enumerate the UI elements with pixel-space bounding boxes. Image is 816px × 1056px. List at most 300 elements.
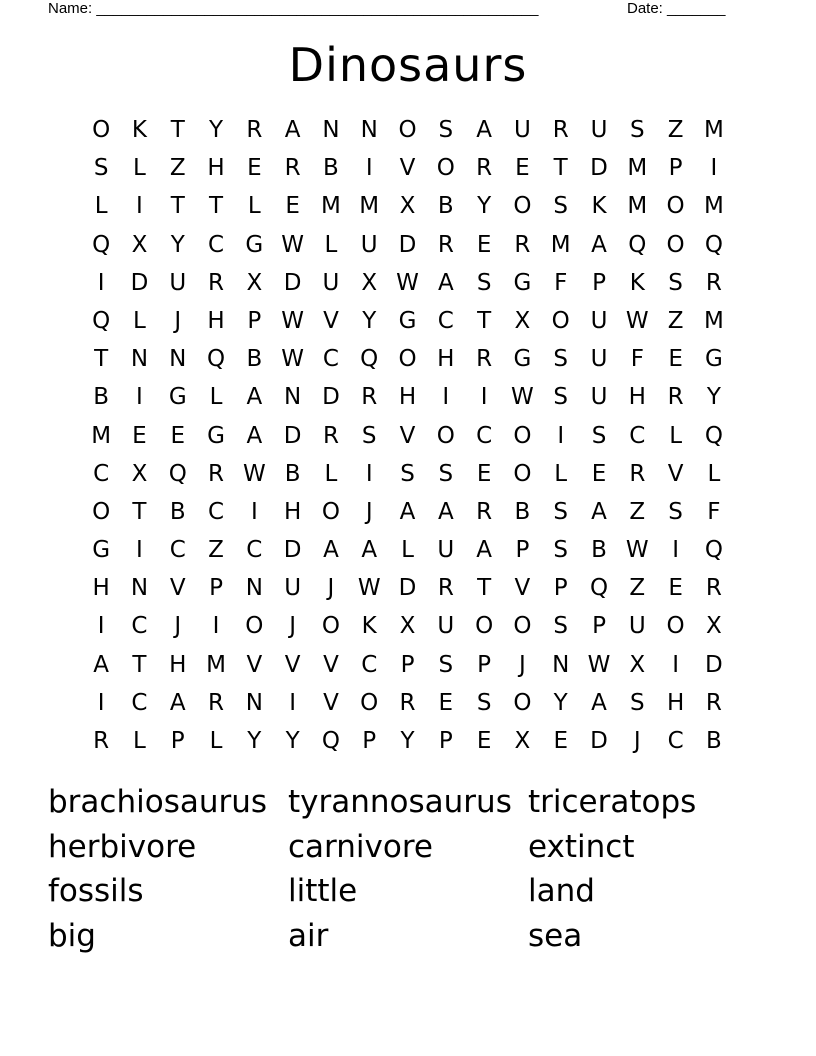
grid-letter[interactable]: E xyxy=(515,155,530,182)
grid-letter[interactable]: D xyxy=(398,231,417,258)
grid-letter[interactable]: V xyxy=(399,422,416,449)
grid-letter[interactable]: P xyxy=(400,651,415,678)
grid-letter[interactable]: I xyxy=(672,537,679,564)
grid-letter[interactable]: M xyxy=(321,193,341,220)
grid-letter[interactable]: Z xyxy=(629,498,646,525)
grid-letter[interactable]: A xyxy=(476,537,492,564)
grid-letter[interactable]: D xyxy=(398,575,417,602)
grid-letter[interactable]: L xyxy=(669,422,683,449)
grid-letter[interactable]: T xyxy=(553,155,568,182)
grid-letter[interactable]: H xyxy=(92,575,110,602)
grid-letter[interactable]: L xyxy=(94,193,108,220)
grid-letter[interactable]: W xyxy=(281,346,304,373)
grid-letter[interactable]: H xyxy=(398,384,417,411)
grid-letter[interactable]: I xyxy=(97,613,105,640)
grid-letter[interactable]: N xyxy=(322,117,340,143)
grid-letter[interactable]: L xyxy=(209,384,223,411)
grid-letter[interactable]: A xyxy=(476,117,492,143)
grid-letter[interactable]: O xyxy=(513,422,532,449)
grid-letter[interactable]: P xyxy=(592,269,606,296)
grid-letter[interactable]: K xyxy=(131,117,147,143)
grid-letter[interactable]: C xyxy=(93,460,110,487)
grid-letter[interactable]: J xyxy=(519,651,526,678)
grid-letter[interactable]: T xyxy=(477,575,492,602)
grid-letter[interactable]: I xyxy=(136,193,143,220)
grid-letter[interactable]: A xyxy=(361,537,378,564)
grid-letter[interactable]: S xyxy=(476,689,492,716)
grid-letter[interactable]: O xyxy=(666,193,685,220)
grid-letter[interactable]: A xyxy=(169,689,186,716)
grid-letter[interactable]: F xyxy=(707,498,721,525)
grid-letter[interactable]: O xyxy=(321,613,340,640)
grid-letter[interactable]: X xyxy=(246,269,263,296)
grid-letter[interactable]: G xyxy=(168,384,187,411)
grid-letter[interactable]: S xyxy=(400,460,415,487)
grid-letter[interactable]: Z xyxy=(667,117,684,143)
grid-letter[interactable]: X xyxy=(131,460,148,487)
grid-letter[interactable]: R xyxy=(208,460,225,487)
grid-letter[interactable]: R xyxy=(629,460,646,487)
grid-letter[interactable]: A xyxy=(246,422,263,449)
grid-letter[interactable]: B xyxy=(246,346,263,373)
grid-letter[interactable]: D xyxy=(283,422,302,449)
grid-letter[interactable]: B xyxy=(591,537,607,564)
grid-letter[interactable]: Y xyxy=(553,689,568,716)
grid-letter[interactable]: N xyxy=(552,651,570,678)
grid-letter[interactable]: C xyxy=(476,422,493,449)
grid-letter[interactable]: U xyxy=(437,613,455,640)
grid-letter[interactable]: R xyxy=(399,689,416,716)
grid-letter[interactable]: O xyxy=(321,498,340,525)
grid-letter[interactable]: G xyxy=(245,231,264,258)
grid-letter[interactable]: S xyxy=(553,537,569,564)
grid-letter[interactable]: T xyxy=(94,346,109,373)
grid-letter[interactable]: A xyxy=(591,231,607,258)
grid-letter[interactable]: X xyxy=(399,193,416,220)
grid-letter[interactable]: O xyxy=(245,613,264,640)
grid-letter[interactable]: D xyxy=(283,269,302,296)
grid-letter[interactable]: J xyxy=(633,728,641,754)
grid-letter[interactable]: K xyxy=(591,193,607,220)
grid-letter[interactable]: Q xyxy=(704,231,723,258)
grid-letter[interactable]: I xyxy=(480,384,488,411)
grid-letter[interactable]: U xyxy=(628,613,646,640)
grid-letter[interactable]: O xyxy=(92,498,111,525)
grid-letter[interactable]: U xyxy=(590,384,608,411)
grid-letter[interactable]: E xyxy=(476,231,492,258)
grid-letter[interactable]: Q xyxy=(92,231,111,258)
grid-letter[interactable]: A xyxy=(437,269,454,296)
grid-letter[interactable]: S xyxy=(553,384,569,411)
grid-letter[interactable]: H xyxy=(283,498,302,525)
grid-letter[interactable]: A xyxy=(591,689,607,716)
grid-letter[interactable]: E xyxy=(285,193,300,220)
grid-letter[interactable]: L xyxy=(133,728,146,754)
grid-letter[interactable]: Z xyxy=(629,575,646,602)
grid-letter[interactable]: R xyxy=(208,689,225,716)
grid-letter[interactable]: A xyxy=(437,498,454,525)
grid-letter[interactable]: P xyxy=(209,575,223,602)
grid-letter[interactable]: B xyxy=(93,384,110,411)
grid-letter[interactable]: I xyxy=(136,537,143,564)
grid-letter[interactable]: W xyxy=(625,537,649,564)
grid-letter[interactable]: D xyxy=(590,155,608,182)
grid-letter[interactable]: S xyxy=(438,460,454,487)
grid-letter[interactable]: H xyxy=(437,346,455,373)
grid-letter[interactable]: O xyxy=(436,422,455,449)
grid-letter[interactable]: L xyxy=(133,307,146,334)
grid-letter[interactable]: H xyxy=(666,689,685,716)
grid-letter[interactable]: A xyxy=(284,117,301,143)
grid-letter[interactable]: R xyxy=(476,498,493,525)
grid-letter[interactable]: U xyxy=(590,346,608,373)
word-bank-item: tyrannosaurus xyxy=(288,784,512,820)
grid-letter[interactable]: A xyxy=(93,651,110,678)
grid-letter[interactable]: Q xyxy=(628,231,647,258)
grid-letter[interactable]: G xyxy=(513,346,532,373)
grid-letter[interactable]: O xyxy=(398,117,417,143)
grid-letter[interactable]: C xyxy=(169,537,186,564)
grid-letter[interactable]: U xyxy=(360,231,378,258)
grid-letter[interactable]: I xyxy=(97,269,105,296)
grid-letter[interactable]: P xyxy=(438,728,453,754)
grid-letter[interactable]: A xyxy=(246,384,263,411)
grid-letter[interactable]: V xyxy=(667,460,684,487)
grid-letter[interactable]: E xyxy=(668,346,683,373)
grid-letter[interactable]: W xyxy=(281,307,304,334)
grid-letter[interactable]: I xyxy=(442,384,450,411)
grid-letter[interactable]: X xyxy=(399,613,416,640)
grid-letter[interactable]: B xyxy=(323,155,339,182)
grid-letter[interactable]: P xyxy=(668,155,683,182)
grid-letter[interactable]: Z xyxy=(169,155,186,182)
grid-letter[interactable]: N xyxy=(130,575,149,602)
grid-letter[interactable]: H xyxy=(207,307,225,334)
grid-letter[interactable]: A xyxy=(399,498,416,525)
grid-letter[interactable]: M xyxy=(550,231,571,258)
grid-letter[interactable]: G xyxy=(704,346,723,373)
grid-letter[interactable]: Q xyxy=(321,728,340,754)
grid-letter[interactable]: W xyxy=(357,575,381,602)
grid-letter[interactable]: Q xyxy=(704,537,723,564)
grid-letter[interactable]: L xyxy=(324,460,338,487)
grid-letter[interactable]: M xyxy=(703,193,724,220)
grid-letter[interactable]: I xyxy=(365,155,373,182)
grid-letter[interactable]: L xyxy=(554,460,568,487)
grid-letter[interactable]: O xyxy=(513,193,532,220)
grid-letter[interactable]: E xyxy=(132,422,147,449)
word-bank-item: brachiosaurus xyxy=(48,784,268,820)
grid-letter[interactable]: H xyxy=(169,651,187,678)
grid-letter[interactable]: B xyxy=(284,460,301,487)
grid-letter[interactable]: Q xyxy=(92,307,111,334)
word-bank-item: herbivore xyxy=(48,828,197,865)
grid-letter[interactable]: R xyxy=(437,575,454,602)
grid-letter[interactable]: W xyxy=(511,384,534,411)
grid-letter[interactable]: E xyxy=(553,728,568,754)
grid-letter[interactable]: L xyxy=(707,460,721,487)
grid-letter[interactable]: E xyxy=(476,728,492,754)
grid-letter[interactable]: G xyxy=(513,269,532,296)
grid-letter[interactable]: S xyxy=(630,117,645,143)
grid-letter[interactable]: Q xyxy=(206,346,226,373)
grid-letter[interactable]: B xyxy=(169,498,186,525)
grid-letter[interactable]: H xyxy=(628,384,646,411)
grid-letter[interactable]: Y xyxy=(400,728,415,754)
grid-letter[interactable]: D xyxy=(590,728,608,754)
grid-letter[interactable]: D xyxy=(322,384,340,411)
grid-letter[interactable]: A xyxy=(591,498,607,525)
grid-letter[interactable]: Q xyxy=(589,575,609,602)
grid-letter[interactable]: A xyxy=(323,537,339,564)
grid-letter[interactable]: P xyxy=(247,307,262,334)
grid-letter[interactable]: D xyxy=(705,651,723,678)
grid-letter[interactable]: L xyxy=(401,537,414,564)
grid-letter[interactable]: J xyxy=(289,613,297,640)
grid-letter[interactable]: S xyxy=(93,155,109,182)
grid-letter[interactable]: C xyxy=(208,498,225,525)
grid-letter[interactable]: E xyxy=(591,460,607,487)
grid-letter[interactable]: X xyxy=(361,269,378,296)
grid-letter[interactable]: C xyxy=(361,651,378,678)
grid-letter[interactable]: V xyxy=(323,651,339,678)
grid-letter[interactable]: E xyxy=(170,422,186,449)
grid-letter[interactable]: J xyxy=(365,498,373,525)
grid-letter[interactable]: M xyxy=(703,117,724,143)
grid-letter[interactable]: W xyxy=(281,231,304,258)
grid-letter[interactable]: L xyxy=(133,155,146,182)
grid-letter[interactable]: R xyxy=(476,346,493,373)
date-field-label[interactable]: Date: _______ xyxy=(627,0,726,17)
grid-letter[interactable]: I xyxy=(672,651,679,678)
grid-letter[interactable]: P xyxy=(170,728,185,754)
grid-letter[interactable]: R xyxy=(514,231,531,258)
grid-letter[interactable]: R xyxy=(361,384,378,411)
grid-letter[interactable]: Q xyxy=(704,422,723,449)
grid-letter[interactable]: R xyxy=(322,422,339,449)
grid-letter[interactable]: D xyxy=(130,269,149,296)
grid-letter[interactable]: W xyxy=(587,651,611,678)
grid-letter[interactable]: S xyxy=(553,193,569,220)
grid-letter[interactable]: R xyxy=(705,575,722,602)
grid-letter[interactable]: V xyxy=(323,307,339,334)
grid-letter[interactable]: W xyxy=(242,460,266,487)
grid-letter[interactable]: O xyxy=(436,155,455,182)
grid-letter[interactable]: Z xyxy=(667,307,684,334)
grid-letter[interactable]: S xyxy=(361,422,377,449)
grid-letter[interactable]: N xyxy=(284,384,302,411)
grid-letter[interactable]: U xyxy=(590,117,608,143)
grid-letter[interactable]: R xyxy=(476,155,493,182)
grid-letter[interactable]: Y xyxy=(477,193,492,220)
grid-letter[interactable]: U xyxy=(322,269,340,296)
grid-letter[interactable]: N xyxy=(169,346,187,373)
grid-letter[interactable]: Y xyxy=(706,384,721,411)
grid-letter[interactable]: C xyxy=(208,231,225,258)
grid-letter[interactable]: U xyxy=(590,307,608,334)
grid-letter[interactable]: R xyxy=(284,155,301,182)
grid-letter[interactable]: X xyxy=(706,613,722,640)
grid-letter[interactable]: P xyxy=(362,728,377,754)
grid-letter[interactable]: O xyxy=(513,613,532,640)
grid-letter[interactable]: O xyxy=(475,613,494,640)
grid-letter[interactable]: S xyxy=(553,498,569,525)
grid-letter[interactable]: J xyxy=(174,613,182,640)
page-title: Dinosaurs xyxy=(288,38,528,92)
grid-letter[interactable]: Q xyxy=(360,346,379,373)
grid-letter[interactable]: S xyxy=(553,613,569,640)
grid-letter[interactable]: M xyxy=(359,193,380,220)
grid-letter[interactable]: P xyxy=(592,613,606,640)
grid-letter[interactable]: O xyxy=(513,460,532,487)
grid-letter[interactable]: Q xyxy=(168,460,187,487)
grid-letter[interactable]: O xyxy=(666,231,685,258)
grid-letter[interactable]: I xyxy=(710,155,718,182)
grid-letter[interactable]: S xyxy=(438,117,454,143)
grid-letter[interactable]: F xyxy=(554,269,568,296)
grid-letter[interactable]: D xyxy=(283,537,302,564)
grid-letter[interactable]: T xyxy=(132,498,147,525)
grid-letter[interactable]: T xyxy=(170,117,185,143)
name-field-label[interactable]: Name: _____________________________________________________ xyxy=(48,0,539,17)
grid-letter[interactable]: V xyxy=(284,651,301,678)
grid-letter[interactable]: V xyxy=(323,689,339,716)
grid-letter[interactable]: M xyxy=(703,307,724,334)
grid-letter[interactable]: B xyxy=(514,498,531,525)
grid-letter[interactable]: X xyxy=(514,307,531,334)
word-bank-item: little xyxy=(288,873,358,910)
grid-letter[interactable]: R xyxy=(552,117,569,143)
grid-letter[interactable]: L xyxy=(324,231,338,258)
grid-letter[interactable]: C xyxy=(246,537,263,564)
grid-letter[interactable]: O xyxy=(666,613,685,640)
grid-letter[interactable]: M xyxy=(627,155,648,182)
grid-letter[interactable]: S xyxy=(668,498,683,525)
grid-letter[interactable]: U xyxy=(437,537,455,564)
grid-letter[interactable]: L xyxy=(209,728,223,754)
grid-letter[interactable]: R xyxy=(667,384,684,411)
grid-letter[interactable]: L xyxy=(247,193,261,220)
grid-letter[interactable]: R xyxy=(437,231,454,258)
grid-letter[interactable]: J xyxy=(174,307,182,334)
grid-letter[interactable]: Y xyxy=(285,728,300,754)
grid-letter[interactable]: R xyxy=(208,269,225,296)
grid-letter[interactable]: C xyxy=(131,613,148,640)
grid-letter[interactable]: K xyxy=(629,269,645,296)
grid-letter[interactable]: Y xyxy=(362,307,377,334)
grid-letter[interactable]: V xyxy=(169,575,186,602)
grid-letter[interactable]: I xyxy=(289,689,297,716)
grid-letter[interactable]: I xyxy=(365,460,373,487)
grid-letter[interactable]: T xyxy=(170,193,185,220)
grid-letter[interactable]: Y xyxy=(247,728,262,754)
word-bank-item: carnivore xyxy=(288,828,433,865)
grid-letter[interactable]: O xyxy=(398,346,417,373)
grid-letter[interactable]: U xyxy=(284,575,302,602)
grid-letter[interactable]: K xyxy=(361,613,377,640)
grid-letter[interactable]: Y xyxy=(209,117,224,143)
grid-letter[interactable]: P xyxy=(515,537,530,564)
grid-letter[interactable]: R xyxy=(246,117,263,143)
word-bank-item: fossils xyxy=(48,873,144,910)
grid-letter[interactable]: U xyxy=(513,117,531,143)
grid-letter[interactable]: T xyxy=(209,193,224,220)
grid-letter[interactable]: C xyxy=(322,346,339,373)
grid-letter[interactable]: O xyxy=(360,689,379,716)
grid-letter[interactable]: I xyxy=(250,498,258,525)
grid-letter[interactable]: M xyxy=(627,193,648,220)
grid-letter[interactable]: G xyxy=(207,422,225,449)
grid-letter[interactable]: S xyxy=(553,346,569,373)
grid-letter[interactable]: M xyxy=(206,651,226,678)
grid-letter[interactable]: V xyxy=(399,155,416,182)
grid-letter[interactable]: V xyxy=(246,651,263,678)
grid-letter[interactable]: C xyxy=(131,689,148,716)
grid-letter[interactable]: W xyxy=(625,307,649,334)
word-bank-item: triceratops xyxy=(528,784,697,820)
grid-letter[interactable]: R xyxy=(705,689,722,716)
grid-letter[interactable]: F xyxy=(630,346,644,373)
grid-letter[interactable]: M xyxy=(91,422,112,449)
grid-letter[interactable]: P xyxy=(477,651,492,678)
grid-letter[interactable]: T xyxy=(132,651,147,678)
grid-letter[interactable]: O xyxy=(92,117,111,143)
grid-letter[interactable]: N xyxy=(245,689,263,716)
word-bank-item: land xyxy=(528,873,595,910)
grid-letter[interactable]: E xyxy=(476,460,492,487)
grid-letter[interactable]: G xyxy=(92,537,111,564)
grid-letter[interactable]: S xyxy=(630,689,645,716)
grid-letter[interactable]: S xyxy=(591,422,607,449)
grid-letter[interactable]: X xyxy=(629,651,646,678)
grid-letter[interactable]: T xyxy=(477,307,492,334)
grid-letter[interactable]: O xyxy=(551,307,570,334)
grid-letter[interactable]: C xyxy=(629,422,646,449)
grid-letter[interactable]: I xyxy=(557,422,565,449)
grid-letter[interactable]: O xyxy=(513,689,532,716)
grid-letter[interactable]: P xyxy=(553,575,568,602)
grid-letter[interactable]: R xyxy=(705,269,722,296)
grid-letter[interactable]: E xyxy=(438,689,454,716)
grid-letter[interactable]: B xyxy=(437,193,454,220)
grid-letter[interactable]: V xyxy=(514,575,531,602)
grid-letter[interactable]: I xyxy=(136,384,143,411)
grid-letter[interactable]: H xyxy=(207,155,225,182)
grid-letter[interactable]: G xyxy=(398,307,417,334)
grid-letter[interactable]: N xyxy=(360,117,378,143)
grid-letter[interactable]: X xyxy=(514,728,531,754)
grid-letter[interactable]: E xyxy=(668,575,683,602)
grid-letter[interactable]: X xyxy=(131,231,148,258)
grid-letter[interactable]: S xyxy=(476,269,492,296)
grid-letter[interactable]: S xyxy=(668,269,683,296)
grid-letter[interactable]: R xyxy=(93,728,110,754)
grid-letter[interactable]: I xyxy=(212,613,220,640)
grid-letter[interactable]: B xyxy=(706,728,722,754)
grid-letter[interactable]: S xyxy=(438,651,454,678)
grid-letter[interactable]: Y xyxy=(170,231,185,258)
grid-letter[interactable]: W xyxy=(396,269,419,296)
grid-letter[interactable]: U xyxy=(169,269,187,296)
grid-letter[interactable]: I xyxy=(97,689,105,716)
grid-letter[interactable]: E xyxy=(247,155,262,182)
grid-letter[interactable]: C xyxy=(667,728,684,754)
grid-letter[interactable]: C xyxy=(437,307,454,334)
grid-letter[interactable]: N xyxy=(130,346,149,373)
grid-letter[interactable]: N xyxy=(245,575,263,602)
grid-letter[interactable]: J xyxy=(327,575,335,602)
grid-letter[interactable]: Z xyxy=(208,537,224,564)
